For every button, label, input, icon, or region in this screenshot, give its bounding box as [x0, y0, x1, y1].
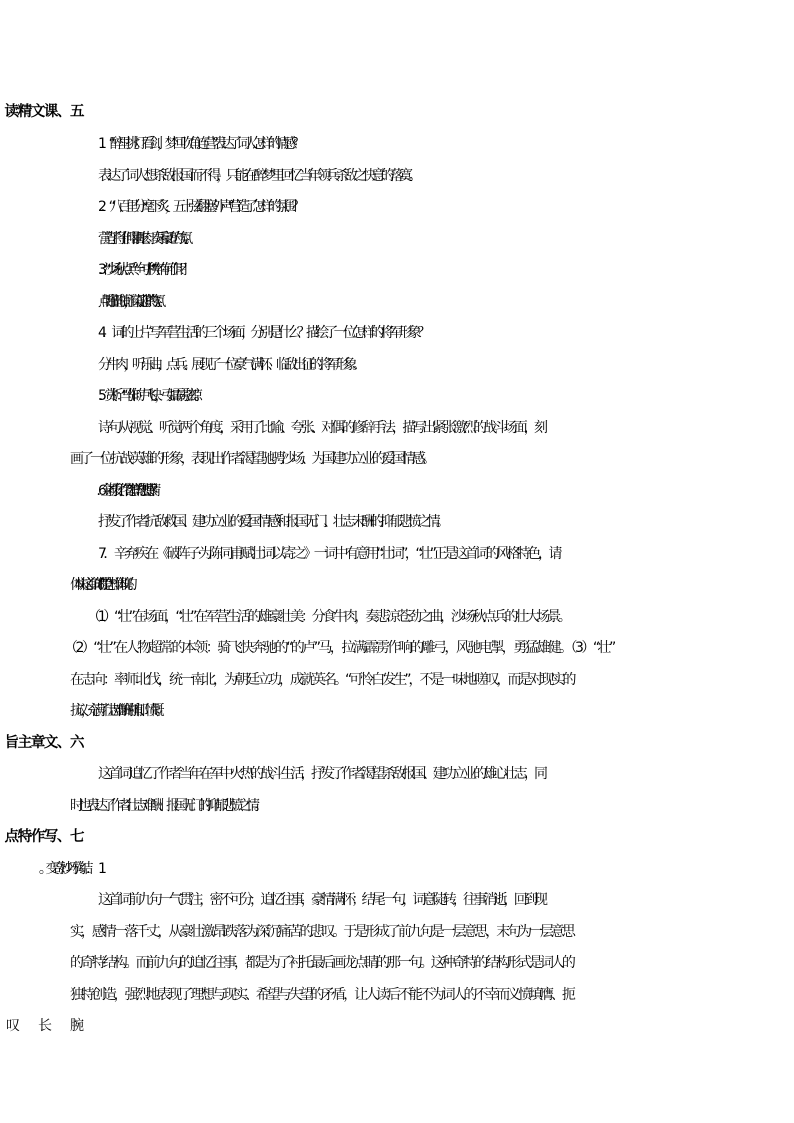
answer-7-line-3: 在志向：率师北伐，统一南北，为朝廷立功，成就英名。“可怜白发生”，不是一味地嗟叹，而是对现实的	[70, 672, 574, 688]
answer-6: 抒发了作者抗敌救国、建功立业的爱国情感和报国无门、壮志未酬的抑郁悲愤之情。	[98, 514, 446, 530]
answer-3: 点明出征的时间，渲染了悲凉的气氛。	[98, 294, 160, 310]
feature-line-5	[70, 1016, 794, 1036]
answer-5-line-1: 诗句从视觉、听觉两个角度，采用了比喻、夸张、对偶的修辞手法，描写出紧张激烈的战斗场面，刻	[98, 420, 545, 436]
question-2: 2．“八百里分麾下炙，五十弦翻塞外声”营造了怎样的氛围？	[98, 199, 300, 215]
section-7-heading	[70, 827, 794, 847]
question-6: 6．全词抒发了作者怎样的思想感情？	[98, 483, 155, 499]
feature-line-1: 这首词前九句一气贯注，密不可分，追忆往事，豪情满怀；结尾一句，词意陡转，往事消逝，回到现	[98, 892, 545, 908]
section-5-heading	[70, 102, 794, 122]
answer-7-line-1: （1）“壮”在场面，“壮”在军营生活的雄豪壮美：分食牛肉，奏悲凉苍劲之曲，沙场秋点兵的壮大场景。	[87, 609, 569, 625]
answer-1: 表达了词人想杀敌报国而不得，只能在醉梦里回忆当年领兵杀敌之快意的落寞。	[98, 168, 418, 184]
answer-4: 分牛肉，听乐曲，点兵。展现了一位豪气满怀、临敌出征的将军形象。	[98, 357, 361, 373]
question-7-line-1: 7．辛弃疾在《破阵子·为陈同甫赋壮词以寄之》一词中有意用“壮词”，“壮”正是这首词的风格特色，请	[98, 546, 559, 562]
section-6-heading	[70, 733, 794, 753]
feature-item-1	[98, 859, 794, 879]
question-4: 4．词的上片写军营生活的三个场面，分别是什么？描绘了一位怎样的将军形象？	[98, 325, 427, 341]
question-1: 1．“醉里挑灯看剑，梦回吹角连营”表达了词人怎样的情感？	[98, 136, 300, 152]
answer-2: 营造了将士们喝酒吃肉、奏乐豪迈的气氛。	[98, 231, 189, 247]
feature-line-4: 独特创造，强烈地表现了理想与现实、希望与失望的矛盾，让人读后不能不为词人的不幸而义愤填膺、扼	[70, 987, 573, 1003]
question-3: 3．“沙场秋点兵”一句中“秋”字有何作用？	[98, 262, 186, 278]
feature-line-3: 的奇特结构。而前九句的追忆往事，都是为了衬托最后画龙点睛的那一句。这种奇特的结构形式是词人的	[70, 955, 573, 971]
answer-7-line-4: 抗议，充满了壮志难酬的抑郁、愤慨。	[70, 703, 162, 719]
question-5: 5．赏析：“马作的卢飞快，弓如霹雳弦惊。”	[98, 388, 193, 404]
answer-5-line-2: 画了一位抗战英雄的形象，表现出作者渴望驰骋沙场、为国建功立业的爱国情感。	[70, 451, 433, 467]
answer-7-line-2: （2）“壮”在人物超常的本领：骑飞快奔驰的“的卢”马，拉满霹雳作响的雕弓，风驰电掣，勇猛雄健。（3）“壮”	[64, 640, 614, 656]
theme-line-1: 这首词追忆了作者当年在军中火热的战斗生活，抒发了作者渴望杀敌报国、建功立业的雄心壮志，同	[98, 766, 545, 782]
feature-line-2: 实，感情一落千丈，从豪壮激昂跌落为深沉痛苦的悲叹。于是形成了前九句是一层意思，末句为一层意思	[70, 924, 573, 940]
theme-line-2: 时也表达了作者壮志难酬、报国无门的抑郁悲愤之情。	[70, 798, 262, 814]
question-7-line-2: 体味这首词的“壮”是怎样体现的。	[70, 577, 134, 593]
